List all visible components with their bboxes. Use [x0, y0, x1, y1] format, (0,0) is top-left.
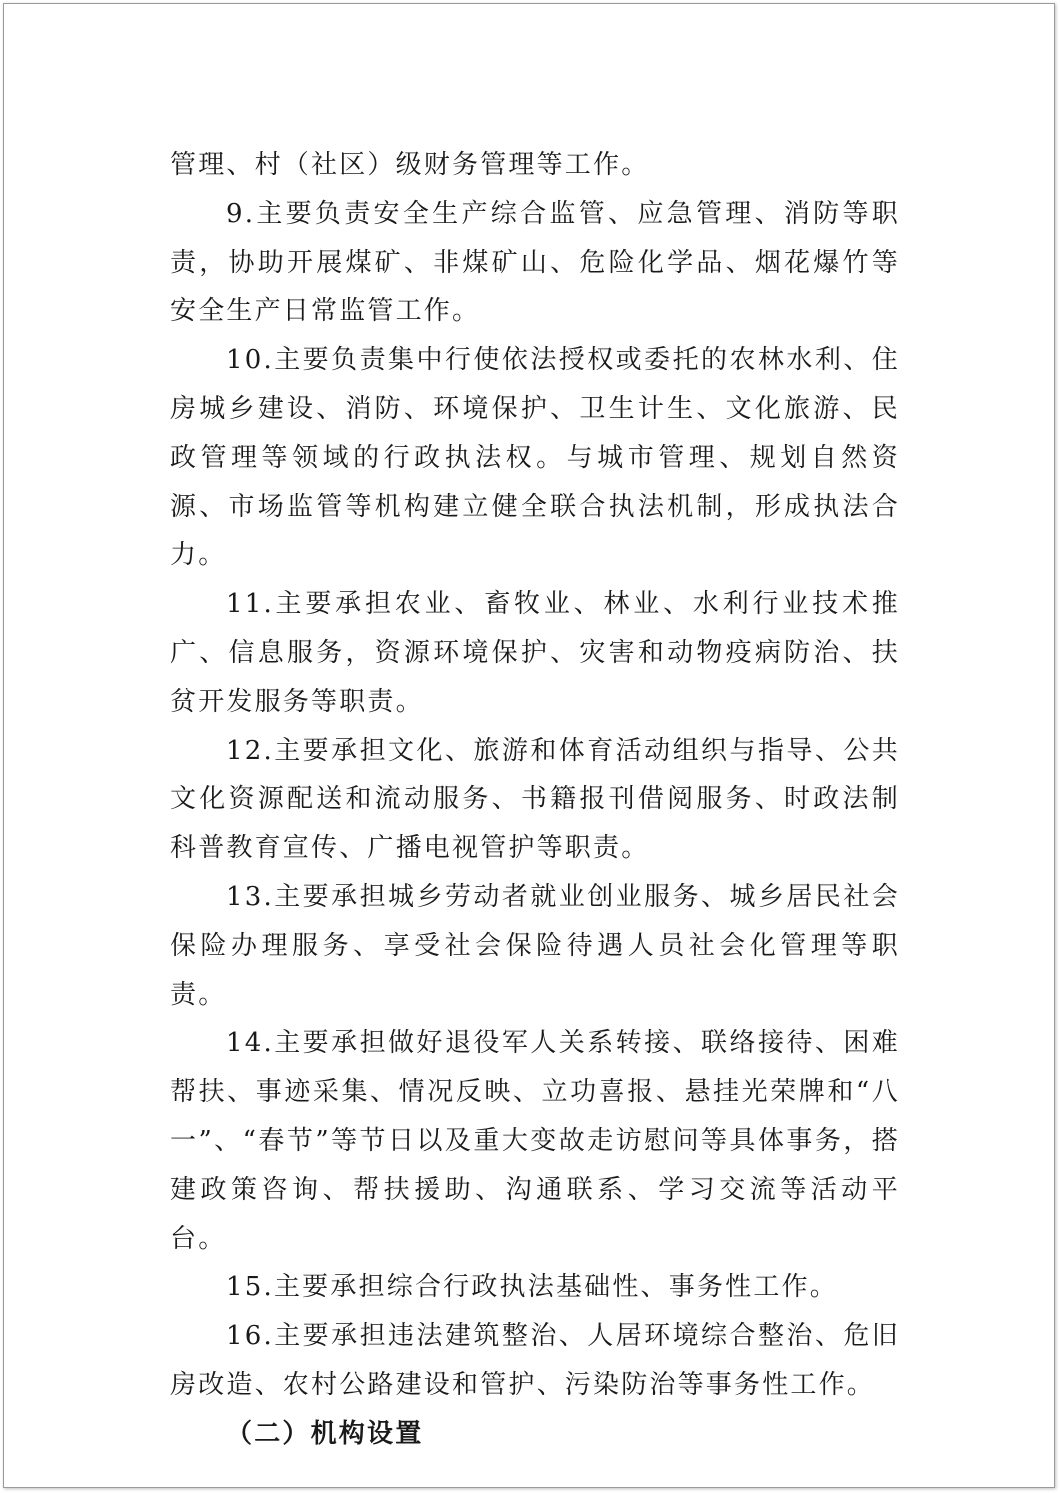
document-body [170, 141, 900, 1459]
paragraph-item-11: 11.主要承担农业、畜牧业、林业、水利行业技术推广、信息服务，资源环境保护、灾害和动物疫病防治、扶贫开发服务等职责。 [170, 589, 900, 717]
paragraph-item-10: 10.主要负责集中行使依法授权或委托的农林水利、住房城乡建设、消防、环境保护、卫生计生、文化旅游、民政管理等领域的行政执法权。与城市管理、规划自然资源、市场监管等机构建立健全联合执法机制，形成执法合力。 [170, 345, 900, 571]
document-page [3, 3, 1055, 1488]
paragraph-item-12: 12.主要承担文化、旅游和体育活动组织与指导、公共文化资源配送和流动服务、书籍报刊借阅服务、时政法制科普教育宣传、广播电视管护等职责。 [170, 735, 900, 864]
section-heading: （二）机构设置 [226, 1418, 424, 1449]
paragraph-item-13: 13.主要承担城乡劳动者就业创业服务、城乡居民社会保险办理服务、享受社会保险待遇人员社会化管理等职责。 [170, 881, 900, 1010]
paragraph-item-15: 15.主要承担综合行政执法基础性、事务性工作。 [226, 1272, 838, 1303]
paragraph-item-14: 14.主要承担做好退役军人关系转接、联络接待、困难帮扶、事迹采集、情况反映、立功喜报、悬挂光荣牌和“八一”、“春节”等节日以及重大变故走访慰问等具体事务，搭建政策咨询、帮扶援助、沟通联系、学习交流等活动平台。 [170, 1028, 900, 1254]
paragraph-item-16: 16.主要承担违法建筑整治、人居环境综合整治、危旧房改造、农村公路建设和管护、污染防治等事务性工作。 [170, 1321, 900, 1400]
paragraph-continuation: 管理、村（社区）级财务管理等工作。 [170, 150, 650, 180]
paragraph-item-9: 9.主要负责安全生产综合监管、应急管理、消防等职责，协助开展煤矿、非煤矿山、危险化学品、烟花爆竹等安全生产日常监管工作。 [170, 198, 900, 327]
